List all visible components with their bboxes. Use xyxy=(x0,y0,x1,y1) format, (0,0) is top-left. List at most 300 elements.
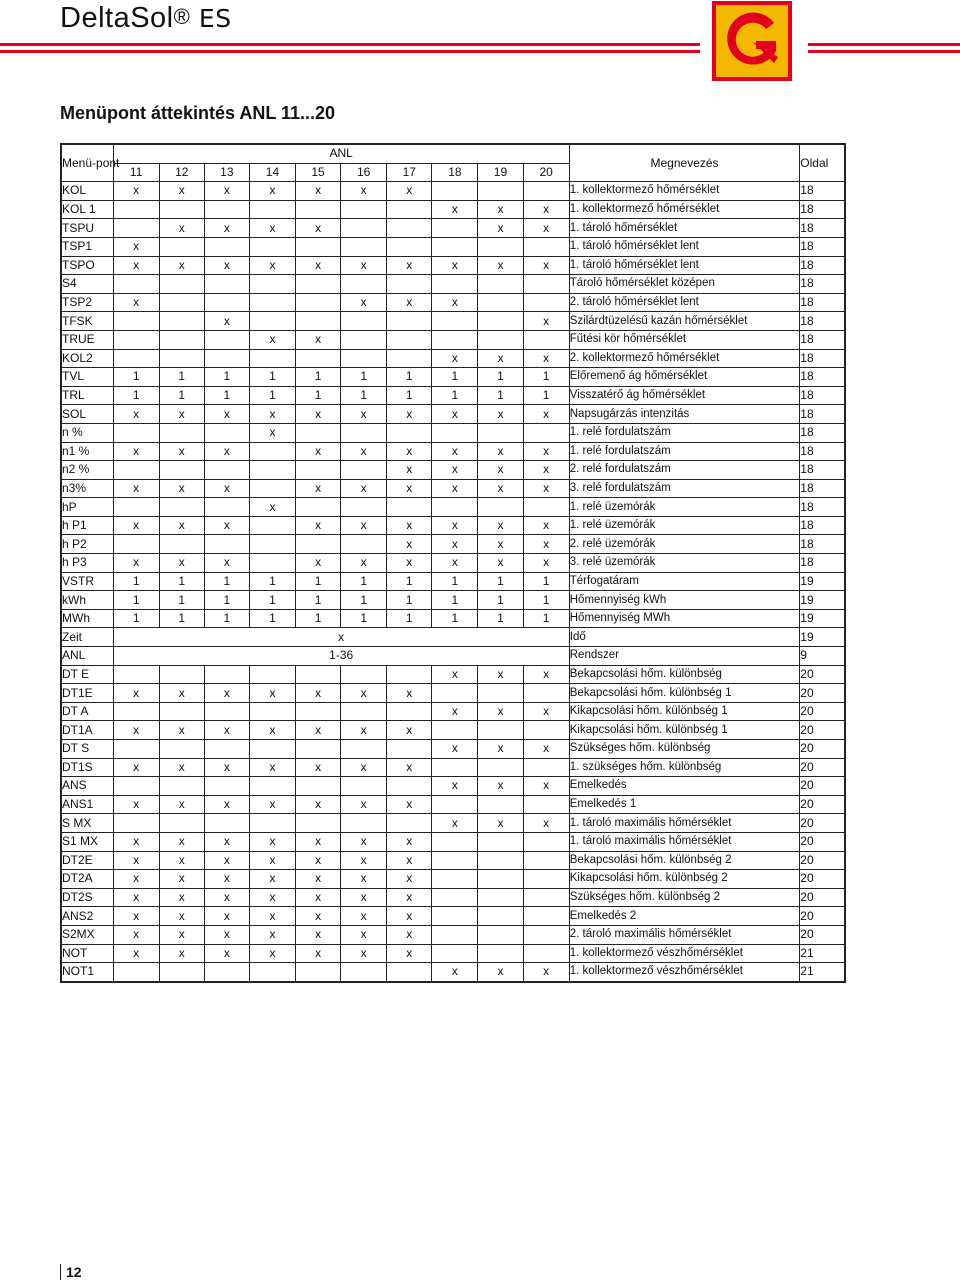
anl-cell xyxy=(478,237,523,256)
anl-cell xyxy=(432,758,478,777)
anl-cell xyxy=(204,535,249,554)
page-ref: 21 xyxy=(800,944,845,963)
anl-cell: x xyxy=(432,665,478,684)
anl-cell: x xyxy=(523,200,569,219)
anl-cell xyxy=(341,702,387,721)
column-header-anl: ANL xyxy=(113,144,569,163)
anl-cell: 1 xyxy=(249,609,295,628)
anl-cell: x xyxy=(432,740,478,759)
anl-cell xyxy=(478,721,523,740)
anl-cell xyxy=(296,665,341,684)
anl-cell xyxy=(249,516,295,535)
anl-cell xyxy=(113,200,159,219)
anl-cell xyxy=(296,312,341,331)
anl-cell xyxy=(387,963,432,982)
anl-cell: x xyxy=(159,479,204,498)
anl-cell xyxy=(432,795,478,814)
anl-cell: x xyxy=(523,256,569,275)
anl-cell: x xyxy=(159,182,204,201)
anl-cell: 1 xyxy=(432,609,478,628)
table-row xyxy=(61,777,845,796)
anl-cell: 1 xyxy=(113,591,159,610)
anl-cell: x xyxy=(159,442,204,461)
table-row xyxy=(61,851,845,870)
menu-code: TSP2 xyxy=(61,293,113,312)
anl-cell xyxy=(204,349,249,368)
anl-cell xyxy=(159,814,204,833)
anl-cell xyxy=(341,535,387,554)
anl-cell: x xyxy=(296,907,341,926)
anl-cell: x xyxy=(159,795,204,814)
anl-cell: x xyxy=(341,554,387,573)
anl-cell xyxy=(113,777,159,796)
page-ref: 18 xyxy=(800,312,845,331)
column-header-description: Megnevezés xyxy=(569,144,800,182)
anl-cell xyxy=(478,888,523,907)
table-row xyxy=(61,479,845,498)
anl-cell: x xyxy=(387,535,432,554)
anl-cell xyxy=(432,219,478,238)
page-ref: 20 xyxy=(800,665,845,684)
anl-cell: x xyxy=(249,870,295,889)
table-row xyxy=(61,684,845,703)
anl-cell: x xyxy=(432,516,478,535)
description: Emelkedés 2 xyxy=(569,907,800,926)
table-row xyxy=(61,702,845,721)
anl-cell: 1 xyxy=(204,386,249,405)
column-header-page: Oldal xyxy=(800,144,845,182)
page-ref: 20 xyxy=(800,702,845,721)
anl-span-cell: x xyxy=(113,628,569,647)
anl-cell xyxy=(341,200,387,219)
anl-cell: 1 xyxy=(159,591,204,610)
anl-cell xyxy=(387,275,432,294)
anl-cell: x xyxy=(113,925,159,944)
table-row xyxy=(61,647,845,666)
table-row xyxy=(61,498,845,517)
menu-code: NOT1 xyxy=(61,963,113,982)
anl-cell: x xyxy=(387,721,432,740)
anl-cell: x xyxy=(387,851,432,870)
anl-cell xyxy=(478,758,523,777)
anl-cell: 1 xyxy=(341,572,387,591)
anl-cell xyxy=(249,442,295,461)
anl-cell: x xyxy=(249,423,295,442)
menu-code: S4 xyxy=(61,275,113,294)
anl-cell: x xyxy=(159,516,204,535)
anl-cell: x xyxy=(523,740,569,759)
page-ref: 19 xyxy=(800,572,845,591)
table-row xyxy=(61,628,845,647)
anl-cell: x xyxy=(296,554,341,573)
menu-code: S1 MX xyxy=(61,832,113,851)
anl-cell xyxy=(523,684,569,703)
anl-cell: x xyxy=(478,349,523,368)
anl-cell xyxy=(523,423,569,442)
anl-cell xyxy=(296,461,341,480)
description: Napsugárzás intenzitás xyxy=(569,405,800,424)
anl-cell: x xyxy=(296,479,341,498)
anl-cell: x xyxy=(478,200,523,219)
anl-cell: x xyxy=(204,479,249,498)
anl-cell: x xyxy=(432,554,478,573)
anl-cell xyxy=(432,312,478,331)
anl-cell: 1 xyxy=(478,609,523,628)
anl-cell: x xyxy=(341,479,387,498)
anl-cell: x xyxy=(204,684,249,703)
description: 1. tároló hőmérséklet xyxy=(569,219,800,238)
anl-cell: x xyxy=(478,461,523,480)
anl-cell xyxy=(478,312,523,331)
anl-cell xyxy=(113,312,159,331)
table-row xyxy=(61,944,845,963)
menu-overview-table xyxy=(60,143,846,983)
menu-code: DT2S xyxy=(61,888,113,907)
anl-cell xyxy=(523,293,569,312)
menu-code: DT2E xyxy=(61,851,113,870)
table-row xyxy=(61,219,845,238)
anl-cell: x xyxy=(432,405,478,424)
anl-cell: x xyxy=(478,219,523,238)
menu-code: S2MX xyxy=(61,925,113,944)
anl-cell: 1 xyxy=(159,572,204,591)
anl-cell xyxy=(249,312,295,331)
anl-cell: 1 xyxy=(432,386,478,405)
anl-cell: x xyxy=(249,795,295,814)
anl-cell xyxy=(387,665,432,684)
menu-code: hP xyxy=(61,498,113,517)
anl-cell xyxy=(159,275,204,294)
anl-cell: x xyxy=(478,740,523,759)
menu-code: TSPU xyxy=(61,219,113,238)
anl-cell: 1 xyxy=(249,591,295,610)
anl-cell xyxy=(387,777,432,796)
anl-cell: x xyxy=(113,554,159,573)
page-ref: 18 xyxy=(800,200,845,219)
anl-cell xyxy=(204,777,249,796)
anl-cell xyxy=(478,944,523,963)
anl-cell: x xyxy=(296,758,341,777)
anl-cell: x xyxy=(249,851,295,870)
table-row xyxy=(61,907,845,926)
anl-cell xyxy=(432,832,478,851)
anl-cell: x xyxy=(387,293,432,312)
anl-cell xyxy=(296,814,341,833)
table-row xyxy=(61,405,845,424)
header-rule-bottom xyxy=(0,50,960,53)
anl-cell xyxy=(432,182,478,201)
anl-cell xyxy=(159,349,204,368)
anl-cell xyxy=(113,963,159,982)
anl-cell xyxy=(204,814,249,833)
table-row xyxy=(61,665,845,684)
page-ref: 20 xyxy=(800,758,845,777)
anl-cell xyxy=(249,740,295,759)
menu-code: DT A xyxy=(61,702,113,721)
anl-cell: x xyxy=(159,888,204,907)
menu-code: kWh xyxy=(61,591,113,610)
anl-cell: x xyxy=(159,256,204,275)
anl-cell: x xyxy=(523,963,569,982)
menu-code: TSPO xyxy=(61,256,113,275)
anl-cell xyxy=(159,963,204,982)
anl-cell xyxy=(523,721,569,740)
anl-cell xyxy=(159,535,204,554)
table-row xyxy=(61,182,845,201)
anl-cell xyxy=(204,275,249,294)
description: 1. kollektormező hőmérséklet xyxy=(569,182,800,201)
anl-cell: x xyxy=(204,795,249,814)
anl-cell: x xyxy=(478,814,523,833)
anl-cell: x xyxy=(159,554,204,573)
anl-cell xyxy=(296,275,341,294)
anl-cell: 1 xyxy=(296,609,341,628)
anl-cell xyxy=(341,423,387,442)
anl-cell: x xyxy=(296,870,341,889)
description: Szükséges hőm. különbség xyxy=(569,740,800,759)
anl-cell: x xyxy=(249,405,295,424)
anl-cell xyxy=(523,795,569,814)
anl-cell xyxy=(249,702,295,721)
menu-code: S MX xyxy=(61,814,113,833)
anl-cell xyxy=(387,330,432,349)
anl-cell: x xyxy=(341,888,387,907)
anl-cell: 1 xyxy=(296,368,341,387)
anl-cell: x xyxy=(341,907,387,926)
description: Hőmennyiség MWh xyxy=(569,609,800,628)
anl-cell xyxy=(204,665,249,684)
anl-cell xyxy=(159,498,204,517)
anl-cell: x xyxy=(523,814,569,833)
anl-cell: 1 xyxy=(387,609,432,628)
anl-cell xyxy=(296,237,341,256)
table-row xyxy=(61,721,845,740)
anl-cell: x xyxy=(113,888,159,907)
menu-code: MWh xyxy=(61,609,113,628)
anl-cell: x xyxy=(296,851,341,870)
anl-cell: x xyxy=(387,405,432,424)
anl-cell xyxy=(341,312,387,331)
anl-cell xyxy=(478,870,523,889)
anl-span-cell: 1-36 xyxy=(113,647,569,666)
anl-cell: x xyxy=(341,442,387,461)
menu-code: VSTR xyxy=(61,572,113,591)
anl-cell: x xyxy=(204,442,249,461)
anl-cell: x xyxy=(204,219,249,238)
anl-cell xyxy=(523,758,569,777)
anl-cell: 1 xyxy=(341,368,387,387)
description: 3. relé üzemórák xyxy=(569,554,800,573)
table-body xyxy=(61,182,845,982)
header-rule-top xyxy=(0,43,960,46)
anl-cell xyxy=(249,814,295,833)
anl-cell xyxy=(478,275,523,294)
anl-cell: x xyxy=(523,312,569,331)
anl-cell: x xyxy=(478,516,523,535)
page-ref: 18 xyxy=(800,293,845,312)
anl-cell: x xyxy=(523,554,569,573)
anl-cell xyxy=(478,832,523,851)
anl-cell: x xyxy=(387,832,432,851)
anl-cell: x xyxy=(249,684,295,703)
anl-cell xyxy=(432,330,478,349)
anl-cell: x xyxy=(249,182,295,201)
menu-code: DT1E xyxy=(61,684,113,703)
anl-cell: x xyxy=(204,832,249,851)
anl-cell xyxy=(523,275,569,294)
table-row xyxy=(61,256,845,275)
anl-cell: 1 xyxy=(432,572,478,591)
anl-cell: x xyxy=(159,684,204,703)
menu-code: ANS2 xyxy=(61,907,113,926)
page-ref: 19 xyxy=(800,609,845,628)
anl-cell: x xyxy=(432,535,478,554)
anl-cell xyxy=(432,888,478,907)
anl-cell: x xyxy=(113,237,159,256)
anl-cell: x xyxy=(341,795,387,814)
anl-cell: x xyxy=(159,851,204,870)
page-ref: 18 xyxy=(800,349,845,368)
anl-cell xyxy=(249,777,295,796)
anl-cell: x xyxy=(523,349,569,368)
anl-cell: x xyxy=(113,721,159,740)
anl-cell: x xyxy=(204,944,249,963)
description: Visszatérő ág hőmérséklet xyxy=(569,386,800,405)
brand-title xyxy=(60,2,232,35)
anl-cell xyxy=(478,907,523,926)
anl-cell: x xyxy=(387,256,432,275)
page-ref: 19 xyxy=(800,591,845,610)
anl-cell xyxy=(296,349,341,368)
anl-cell: x xyxy=(523,442,569,461)
anl-cell xyxy=(523,944,569,963)
anl-cell xyxy=(296,498,341,517)
anl-cell: x xyxy=(387,684,432,703)
menu-code: KOL 1 xyxy=(61,200,113,219)
description: Szükséges hőm. különbség 2 xyxy=(569,888,800,907)
anl-cell xyxy=(249,479,295,498)
menu-code: NOT xyxy=(61,944,113,963)
description: 3. relé fordulatszám xyxy=(569,479,800,498)
anl-cell: x xyxy=(387,944,432,963)
anl-cell: 1 xyxy=(523,386,569,405)
anl-cell xyxy=(432,925,478,944)
anl-cell: x xyxy=(159,925,204,944)
anl-cell xyxy=(204,200,249,219)
anl-cell: 1 xyxy=(523,609,569,628)
anl-cell: 1 xyxy=(204,609,249,628)
anl-cell: x xyxy=(249,925,295,944)
menu-code: DT1A xyxy=(61,721,113,740)
menu-code: TRL xyxy=(61,386,113,405)
anl-cell: x xyxy=(341,516,387,535)
anl-cell: 1 xyxy=(478,572,523,591)
anl-cell xyxy=(249,349,295,368)
anl-cell: x xyxy=(387,442,432,461)
description: Előremenő ág hőmérséklet xyxy=(569,368,800,387)
anl-cell: x xyxy=(204,256,249,275)
anl-cell: x xyxy=(432,442,478,461)
anl-cell: 1 xyxy=(432,368,478,387)
anl-cell: x xyxy=(204,907,249,926)
anl-cell: x xyxy=(387,516,432,535)
page-ref: 20 xyxy=(800,795,845,814)
anl-cell xyxy=(341,740,387,759)
description: 1. relé üzemórák xyxy=(569,498,800,517)
anl-cell: x xyxy=(478,442,523,461)
anl-cell: x xyxy=(432,963,478,982)
anl-cell: x xyxy=(249,498,295,517)
anl-cell xyxy=(341,275,387,294)
description: 1. tároló hőmérséklet lent xyxy=(569,237,800,256)
description: Kikapcsolási hőm. különbség 1 xyxy=(569,702,800,721)
anl-cell: x xyxy=(523,702,569,721)
anl-cell: x xyxy=(113,851,159,870)
anl-cell: 1 xyxy=(113,386,159,405)
anl-cell xyxy=(159,237,204,256)
page-ref: 9 xyxy=(800,647,845,666)
anl-cell: x xyxy=(387,461,432,480)
anl-cell xyxy=(387,237,432,256)
menu-code: n % xyxy=(61,423,113,442)
anl-cell: 1 xyxy=(113,609,159,628)
menu-code: h P2 xyxy=(61,535,113,554)
anl-cell xyxy=(478,851,523,870)
table-row xyxy=(61,795,845,814)
anl-cell xyxy=(204,237,249,256)
anl-cell xyxy=(432,907,478,926)
anl-cell xyxy=(387,423,432,442)
anl-column-12: 12 xyxy=(159,163,204,182)
anl-cell xyxy=(204,330,249,349)
anl-cell xyxy=(341,498,387,517)
anl-cell xyxy=(387,814,432,833)
anl-cell xyxy=(341,665,387,684)
anl-cell: x xyxy=(341,925,387,944)
description: Hőmennyiség kWh xyxy=(569,591,800,610)
anl-cell xyxy=(113,219,159,238)
anl-cell: x xyxy=(204,554,249,573)
page-ref: 20 xyxy=(800,888,845,907)
table-row xyxy=(61,572,845,591)
anl-cell: x xyxy=(341,293,387,312)
anl-cell: 1 xyxy=(249,572,295,591)
anl-cell: x xyxy=(387,554,432,573)
anl-cell: 1 xyxy=(478,591,523,610)
anl-cell: 1 xyxy=(159,609,204,628)
menu-code: ANL xyxy=(61,647,113,666)
anl-cell: x xyxy=(296,832,341,851)
anl-cell: x xyxy=(478,554,523,573)
description: 2. relé fordulatszám xyxy=(569,461,800,480)
brand-suffix: ES xyxy=(198,4,232,33)
anl-cell xyxy=(159,740,204,759)
page-ref: 20 xyxy=(800,870,845,889)
anl-cell: x xyxy=(159,721,204,740)
company-logo-icon xyxy=(712,1,792,81)
description: Szilárdtüzelésű kazán hőmérséklet xyxy=(569,312,800,331)
table-row xyxy=(61,554,845,573)
anl-cell xyxy=(113,814,159,833)
anl-cell: 1 xyxy=(296,572,341,591)
anl-cell xyxy=(432,870,478,889)
anl-cell: x xyxy=(159,944,204,963)
anl-cell xyxy=(159,702,204,721)
anl-cell: x xyxy=(296,256,341,275)
anl-column-14: 14 xyxy=(249,163,295,182)
anl-cell xyxy=(296,702,341,721)
anl-cell xyxy=(523,888,569,907)
